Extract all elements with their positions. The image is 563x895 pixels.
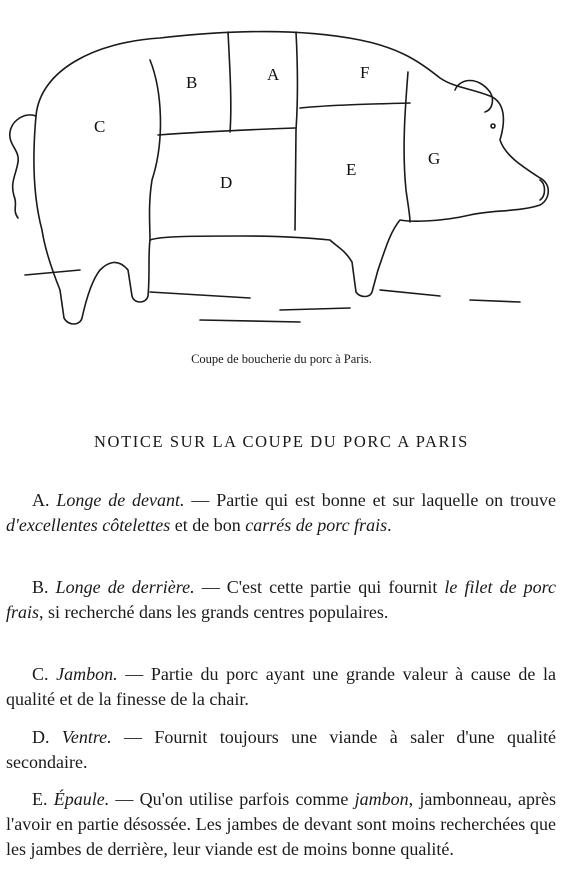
entry-letter: D. — [32, 727, 50, 747]
ground-line — [25, 270, 520, 322]
figure-caption: Coupe de boucherie du porc à Paris. — [191, 352, 372, 366]
entry-c — [6, 662, 556, 712]
cut-line-b-a — [228, 32, 231, 132]
entry-text: , si recherché dans les grands centres populaires. — [39, 602, 389, 622]
entry-text: — Partie qui est bonne et sur laquelle on trouve — [184, 490, 557, 510]
pig-body-outline — [34, 32, 548, 325]
cut-line-g — [404, 72, 410, 222]
entry-italic: carrés de porc frais — [245, 515, 388, 535]
cut-line-c — [150, 60, 161, 240]
cut-label-b: B — [186, 73, 198, 92]
cut-label-g: G — [428, 149, 441, 168]
entry-italic: le filet de porc frais — [6, 577, 556, 622]
entry-italic: jambon — [354, 789, 409, 809]
pig-cut-illustration — [0, 0, 563, 350]
entry-e — [6, 787, 556, 862]
cut-label-c: C — [94, 117, 106, 136]
entry-b — [6, 575, 556, 625]
entry-letter: B. — [32, 577, 49, 597]
entry-letter: C. — [32, 664, 49, 684]
entry-d — [6, 725, 556, 775]
pig-tail — [10, 115, 36, 218]
cut-line-f — [300, 103, 410, 108]
cut-label-e: E — [346, 160, 357, 179]
entry-name: Épaule. — [53, 789, 110, 809]
notice-heading: NOTICE SUR LA COUPE DU PORC A PARIS — [94, 432, 469, 451]
entry-text: — Qu'on utilise parfois comme — [109, 789, 355, 809]
pig-snout — [540, 180, 545, 200]
entry-a — [6, 488, 556, 538]
entry-text: — Fournit toujours une viande à saler d'une qualité secondaire. — [6, 727, 556, 772]
pig-drawing — [0, 0, 563, 350]
entry-text: et de bon — [170, 515, 246, 535]
entry-letter: E. — [32, 789, 48, 809]
cut-line-b-d — [158, 128, 295, 135]
entry-name: Longe de devant. — [56, 490, 185, 510]
entry-text: , jambonneau, après l'avoir en partie désossée. Les jambes de devant sont moins recherchées que les jambes de derrière, leur viande est de moins bonne qualité. — [6, 789, 556, 859]
entry-name: Ventre. — [61, 727, 112, 747]
entry-name: Longe de derrière. — [55, 577, 195, 597]
entry-text: . — [387, 515, 392, 535]
entry-italic: d'excellentes côtelettes — [6, 515, 171, 535]
cut-label-f: F — [360, 63, 370, 82]
cut-line-a-f — [295, 32, 298, 230]
entry-text: — C'est cette partie qui fournit — [194, 577, 445, 597]
cut-label-a: A — [267, 65, 280, 84]
cut-label-d: D — [220, 173, 233, 192]
entry-letter: A. — [32, 490, 50, 510]
entry-text: — Partie du porc ayant une grande valeur à cause de la qualité et de la finesse de la chair. — [6, 664, 557, 709]
cut-labels — [94, 63, 440, 192]
entry-name: Jambon. — [56, 664, 118, 684]
pig-eye — [491, 124, 495, 128]
pig-ear — [455, 81, 492, 113]
